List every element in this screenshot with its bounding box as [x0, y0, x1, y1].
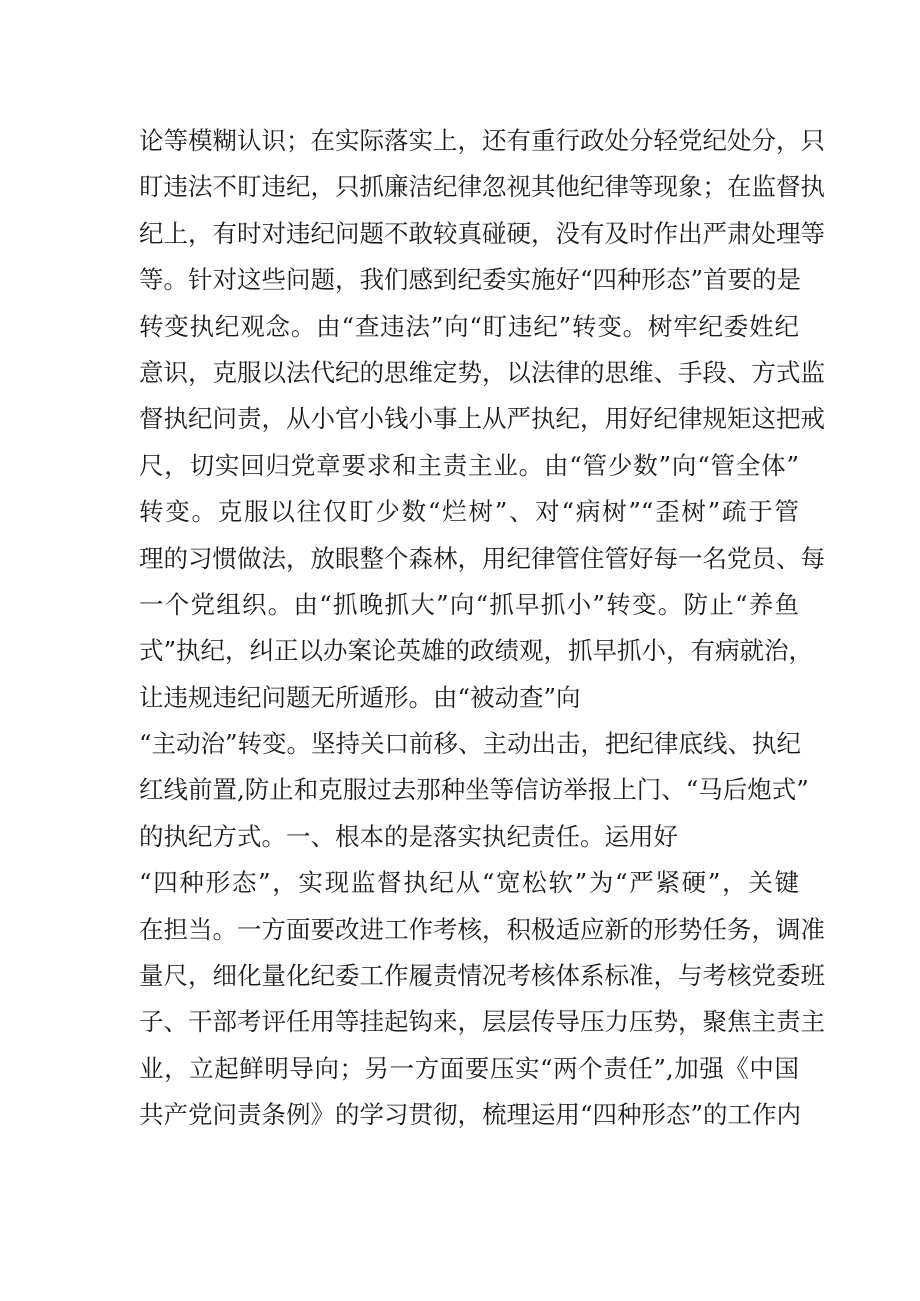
text-line: 督执纪问责，从小官小钱小事上从严执纪，用好纪律规矩这把戒: [139, 404, 825, 434]
text-line: 式”执纪，纠正以办案论英雄的政绩观，抓早抓小，有病就治，: [139, 636, 814, 666]
body-text: [139, 118, 825, 1139]
text-line: 在担当。一方面要改进工作考核，积极适应新的形势任务，调准: [139, 914, 825, 944]
text-line: 论等模糊认识；在实际落实上，还有重行政处分轻党纪处分，只: [139, 126, 825, 155]
text-line: 理的习惯做法，放眼整个森林，用纪律管住管好每一名党员、每: [139, 543, 825, 573]
text-line: 业，立起鲜明导向；另一方面要压实“两个责任”,加强《中国: [139, 1053, 799, 1083]
text-line: 子、干部考评任用等挂起钩来，层层传导压力压势，聚焦主责主: [139, 1007, 825, 1037]
text-line: 一个党组织。由“抓晚抓大”向“抓早抓小”转变。防止“养鱼: [139, 589, 799, 619]
text-line: 转变。克服以往仅盯少数“烂树”、对“病树”“歪树”疏于管: [139, 497, 799, 527]
text-line: 盯违法不盯违纪，只抓廉洁纪律忽视其他纪律等现象；在监督执: [139, 172, 825, 202]
text-line: “主动治”转变。坚持关口前移、主动出击，把纪律底线、执纪: [139, 729, 802, 759]
text-line: 量尺，细化量化纪委工作履责情况考核体系标准，与考核党委班: [139, 961, 825, 991]
text-line: “四种形态”，实现监督执纪从“宽松软”为“严紧硬”，关键: [139, 868, 799, 898]
text-line: 等。针对这些问题，我们感到纪委实施好“四种形态”首要的是: [139, 265, 802, 295]
text-line: 纪上，有时对违纪问题不敢较真碰硬，没有及时作出严肃处理等: [139, 218, 825, 248]
text-line: 尺，切实回归党章要求和主责主业。由“管少数”向“管全体”: [139, 450, 799, 480]
text-line: 红线前置,防止和克服过去那种坐等信访举报上门、“马后炮式”: [139, 775, 809, 805]
text-line: 让违规违纪问题无所遁形。由“被动查”向: [139, 682, 581, 712]
text-line: 转变执纪观念。由“查违法”向“盯违纪”转变。树牢纪委姓纪: [139, 311, 799, 341]
text-line: 意识，克服以法代纪的思维定势，以法律的思维、手段、方式监: [139, 357, 825, 387]
text-line: 的执纪方式。一、根本的是落实执纪责任。运用好: [139, 821, 678, 851]
text-line: 共产党问责条例》的学习贯彻，梳理运用“四种形态”的工作内: [139, 1100, 802, 1130]
